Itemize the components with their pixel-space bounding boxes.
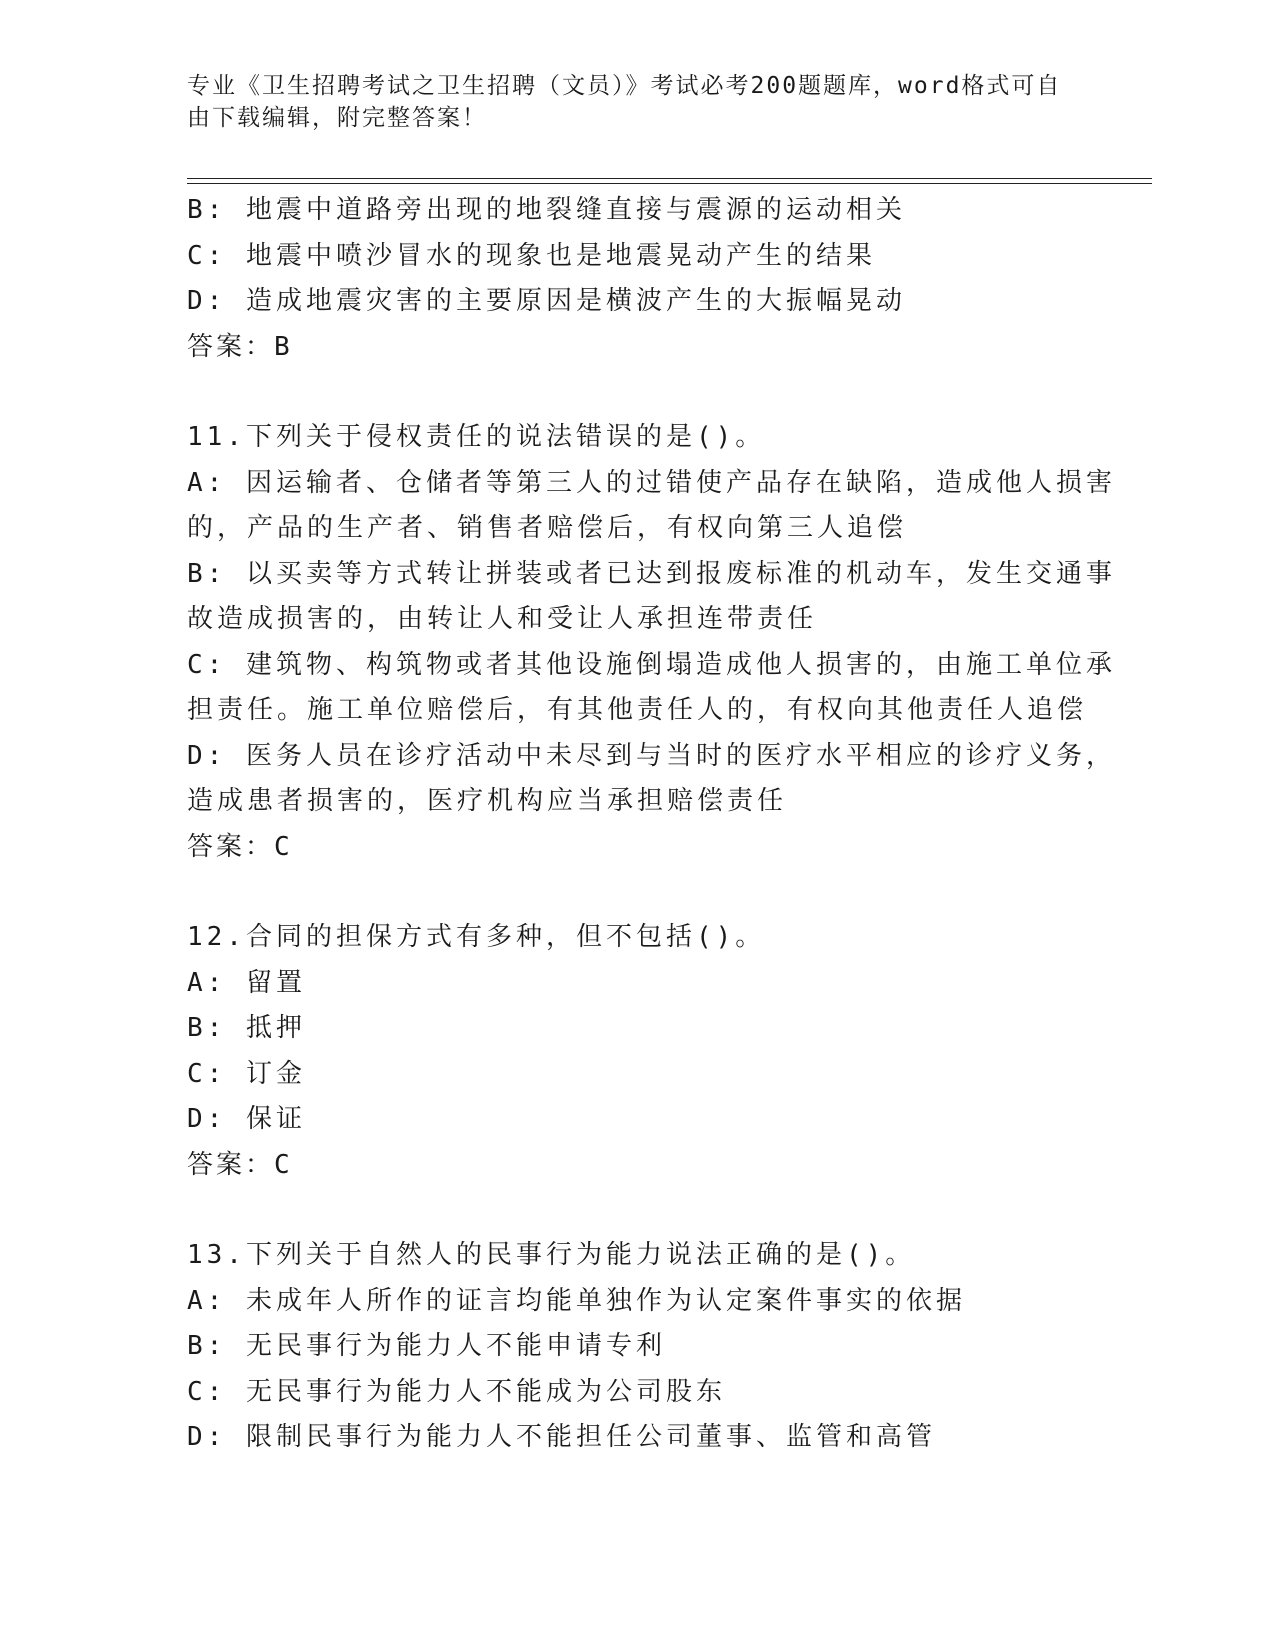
q11-stem: 11.下列关于侵权责任的说法错误的是()。	[187, 422, 766, 452]
question-list	[187, 188, 1116, 1461]
q12-answer: 答案：C	[187, 1149, 293, 1180]
q11-option-c-line-2: 担责任。施工单位赔偿后，有其他责任人的，有权向其他责任人追偿	[187, 695, 1088, 725]
q10-answer: 答案：B	[187, 331, 293, 362]
document-header	[187, 70, 1077, 134]
question-spacer	[187, 370, 1087, 415]
q12-stem: 12.合同的担保方式有多种，但不包括()。	[187, 922, 766, 952]
question-13-block	[187, 1233, 1087, 1461]
q12-option-a: A: 留置	[187, 967, 306, 998]
q11-option-a-line-2: 的，产品的生产者、销售者赔偿后，有权向第三人追偿	[187, 513, 908, 543]
q10-option-d: D: 造成地震灾害的主要原因是横波产生的大振幅晃动	[187, 286, 906, 316]
q11-option-b-line-1: B: 以买卖等方式转让拼装或者已达到报废标准的机动车，发生交通事	[187, 558, 1116, 589]
question-12-block	[187, 915, 1087, 1188]
q12-option-c: C: 订金	[187, 1058, 306, 1089]
question-11-block	[187, 415, 1116, 870]
q11-option-b-line-2: 故造成损害的，由转让人和受让人承担连带责任	[187, 604, 818, 634]
question-spacer	[187, 870, 1087, 915]
q13-option-c: C: 无民事行为能力人不能成为公司股东	[187, 1376, 726, 1407]
q13-option-a: A: 未成年人所作的证言均能单独作为认定案件事实的依据	[187, 1285, 966, 1316]
header-divider-top	[187, 178, 1152, 179]
q11-option-c-line-1: C: 建筑物、构筑物或者其他设施倒塌造成他人损害的，由施工单位承	[187, 649, 1116, 680]
q11-option-d-line-2: 造成患者损害的，医疗机构应当承担赔偿责任	[187, 786, 788, 816]
q13-option-d: D: 限制民事行为能力人不能担任公司董事、监管和高管	[187, 1422, 936, 1452]
q11-option-a-line-1: A: 因运输者、仓储者等第三人的过错使产品存在缺陷，造成他人损害	[187, 467, 1116, 498]
q11-answer: 答案：C	[187, 831, 293, 862]
q12-option-b: B: 抵押	[187, 1013, 306, 1043]
q13-option-b: B: 无民事行为能力人不能申请专利	[187, 1331, 666, 1361]
q10-option-b: B: 地震中道路旁出现的地裂缝直接与震源的运动相关	[187, 195, 906, 225]
q10-option-c: C: 地震中喷沙冒水的现象也是地震晃动产生的结果	[187, 240, 876, 271]
question-spacer	[187, 1188, 1087, 1233]
question-10-block	[187, 188, 1087, 370]
q13-stem: 13.下列关于自然人的民事行为能力说法正确的是()。	[187, 1240, 916, 1270]
header-intro-line-2: 由下载编辑，附完整答案！	[187, 105, 487, 131]
q12-option-d: D: 保证	[187, 1104, 306, 1134]
header-intro-line-1: 专业《卫生招聘考试之卫生招聘（文员）》考试必考200题题库，word格式可自	[187, 73, 1062, 99]
header-divider-bottom	[187, 183, 1152, 184]
q11-option-d-line-1: D: 医务人员在诊疗活动中未尽到与当时的医疗水平相应的诊疗义务，	[187, 740, 1116, 771]
